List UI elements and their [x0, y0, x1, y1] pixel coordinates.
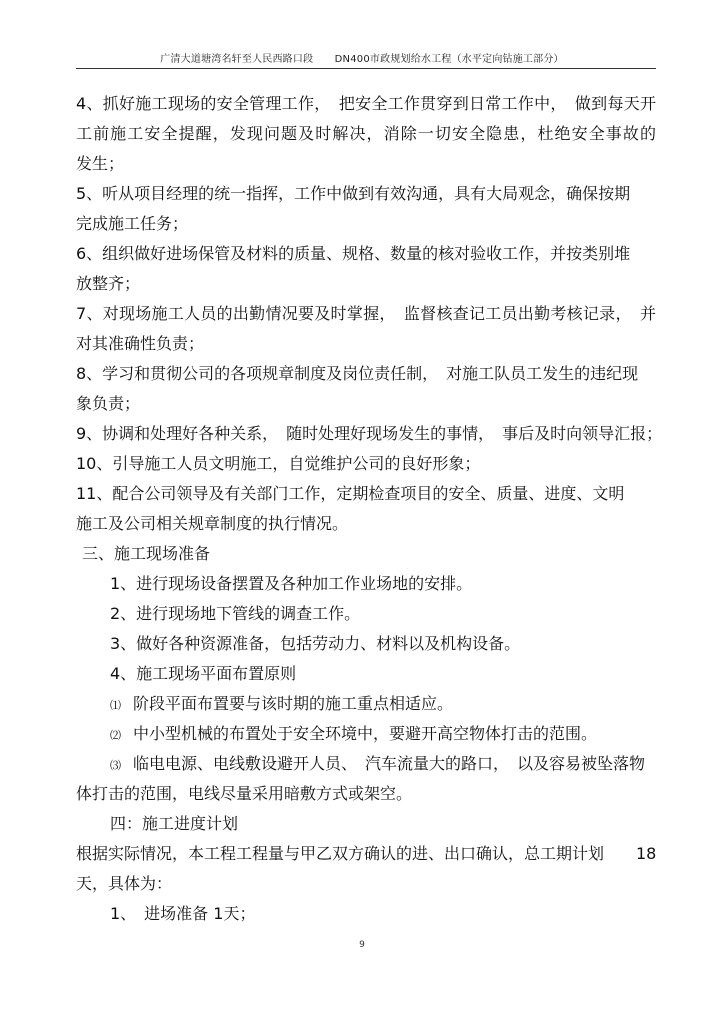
- item-text: 阶段平面布置要与该时期的施工重点相适应。: [133, 694, 454, 713]
- page-header: [0, 50, 724, 65]
- paragraph-line: 象负责；: [76, 394, 141, 413]
- list-item: 1、进行现场设备摆置及各种加工作业场地的安排。: [110, 574, 473, 593]
- paragraph-line: 根据实际情况，本工程工程量与甲乙双方确认的进、出口确认，总工期计划 18: [76, 844, 657, 863]
- paragraph-line: 完成施工任务；: [76, 214, 189, 233]
- paragraph-line: 11、配合公司领导及有关部门工作，定期检查项目的安全、质量、进度、文明: [76, 484, 625, 503]
- header-subtitle: DN400市政规划给水工程（水平定向钻施工部分）: [334, 54, 564, 65]
- item-marker: ⑵: [110, 729, 121, 742]
- sub-list-item: [110, 694, 656, 716]
- section-heading: 四：施工进度计划: [110, 814, 239, 833]
- paragraph-line: 9、协调和处理好各种关系， 随时处理好现场发生的事情， 事后及时向领导汇报；: [76, 424, 663, 443]
- sub-list-item: [110, 724, 656, 746]
- paragraph-line: 天，具体为：: [76, 874, 173, 893]
- paragraph-line: 对其准确性负责；: [76, 334, 205, 353]
- list-item: 3、做好各种资源准备，包括劳动力、材料以及机构设备。: [110, 634, 521, 653]
- item-marker: ⑶: [110, 759, 121, 772]
- list-item: 2、进行现场地下管线的调查工作。: [110, 604, 361, 623]
- section-heading: 三、施工现场准备: [82, 544, 211, 563]
- item-marker: ⑴: [110, 699, 121, 712]
- header-rule: [76, 68, 656, 69]
- item-text: 中小型机械的布置处于安全环境中，要避开高空物体打击的范围。: [133, 724, 598, 743]
- paragraph-line: 7、对现场施工人员的出勤情况要及时掌握， 监督核查记工员出勤考核记录， 并: [76, 304, 656, 323]
- paragraph-line: 8、学习和贯彻公司的各项规章制度及岗位责任制， 对施工队员工发生的违纪现: [76, 364, 639, 383]
- page-number: 9: [359, 940, 365, 950]
- paragraph-line: 6、组织做好进场保管及材料的质量、规格、数量的核对验收工作，并按类别堆: [76, 244, 631, 263]
- paragraph-line: 5、听从项目经理的统一指挥，工作中做到有效沟通，具有大局观念，确保按期: [76, 184, 631, 203]
- item-text: 临电电源、电线敷设避开人员、 汽车流量大的路口， 以及容易被坠落物: [133, 754, 646, 773]
- header-project: 广清大道塘湾名轩至人民西路口段: [160, 54, 314, 65]
- paragraph-line: 4、抓好施工现场的安全管理工作， 把安全工作贯穿到日常工作中， 做到每天开: [76, 94, 656, 113]
- sub-list-item: [110, 754, 656, 776]
- paragraph-line: 发生；: [76, 154, 125, 173]
- paragraph-line: 工前施工安全提醒，发现问题及时解决，消除一切安全隐患，杜绝安全事故的: [76, 124, 656, 143]
- paragraph-line: 10、引导施工人员文明施工，自觉维护公司的良好形象；: [76, 454, 481, 473]
- list-item: 4、施工现场平面布置原则: [110, 664, 297, 683]
- list-item: 1、 进场准备 1天；: [110, 904, 256, 923]
- paragraph-line: 放整齐；: [76, 274, 141, 293]
- paragraph-line: 施工及公司相关规章制度的执行情况。: [76, 514, 349, 533]
- paragraph-line: 体打击的范围，电线尽量采用暗敷方式或架空。: [76, 784, 413, 803]
